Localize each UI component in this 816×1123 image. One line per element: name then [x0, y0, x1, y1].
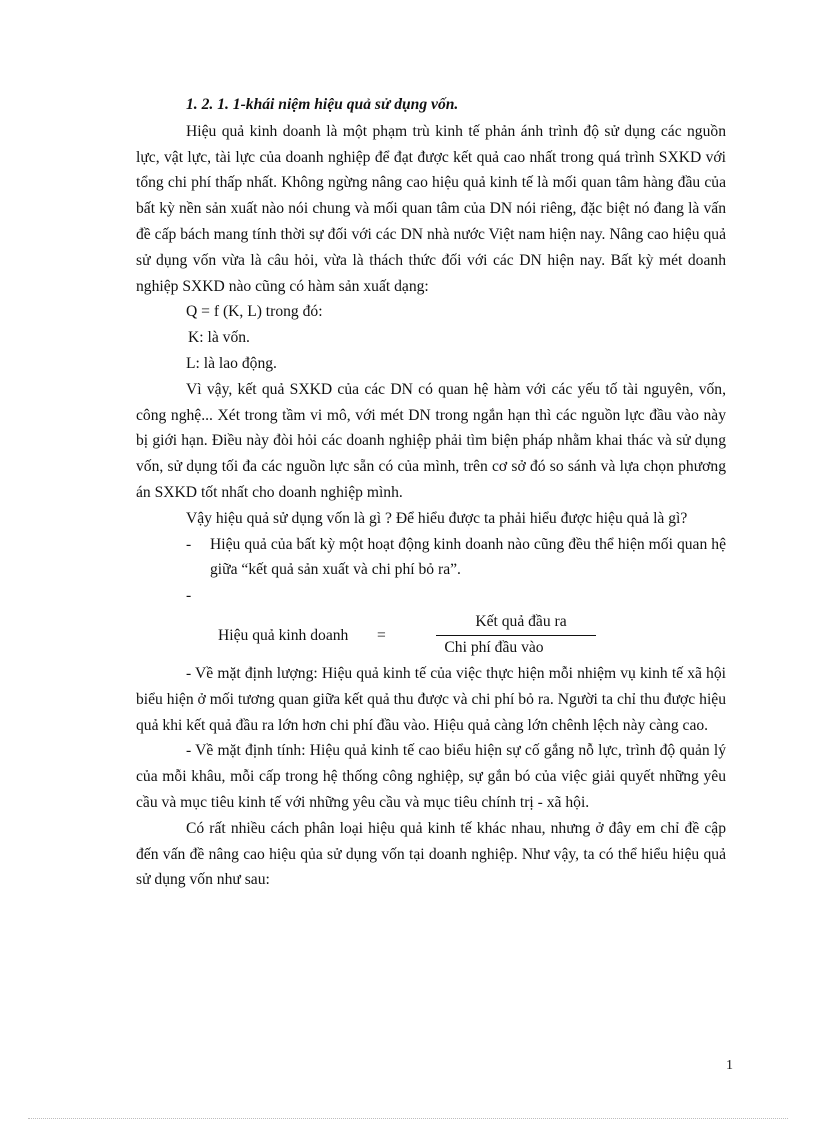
formula-numerator: Kết quả đầu ra [475, 612, 567, 630]
bullet-text: Hiệu quả của bất kỳ một hoạt động kinh doanh nào cũng đều thể hiện mối quan hệ giữa “kết quả sản xuất và chi phí bỏ ra”. [210, 535, 726, 579]
paragraph: Vì vậy, kết quả SXKD của các DN có quan hệ hàm với các yếu tố tài nguyên, vốn, công nghệ... Xét trong tầm vi mô, với mét DN trong ngắn hạn thì các nguồn lực đầu vào này bị giới hạn. Điều này đòi hỏi các doanh nghiệp phải tìm biện pháp nhằm khai thác và sử dụng vốn, sử dụng tối đa các nguồn lực sẵn có của mình, trên cơ sở đó so sánh và lựa chọn phương án SXKD tốt nhất cho doanh nghiệp mình. [136, 380, 726, 501]
document-body [136, 92, 726, 893]
section-heading: 1. 2. 1. 1-khái niệm hiệu quả sử dụng vốn. [186, 96, 459, 113]
formula-equals: = [377, 626, 386, 644]
formula-lhs: Hiệu quả kinh doanh [218, 626, 349, 644]
paragraph: - Về mặt định tính: Hiệu quả kinh tế cao biểu hiện sự cố gắng nỗ lực, trình độ quản lý của mỗi khâu, mỗi cấp trong hệ thống công nghiệp, sự gắn bó của việc giải quyết những yêu cầu và mục tiêu kinh tế với những yêu cầu và mục tiêu chính trị - xã hội. [136, 742, 726, 811]
page-bottom-rule [28, 1118, 788, 1119]
bullet-item [186, 532, 726, 584]
formula-line: Q = f (K, L) trong đó: [186, 303, 323, 321]
paragraph: Vậy hiệu quả sử dụng vốn là gì ? Để hiểu được ta phải hiểu được hiệu quả là gì? [186, 509, 688, 527]
paragraph: - Về mặt định lượng: Hiệu quả kinh tế của việc thực hiện mỗi nhiệm vụ kinh tế xã hội biểu hiện ở mối tương quan giữa kết quả thu được và chi phí bỏ ra. Người ta chỉ thu được hiệu quả khi kết quả đầu ra lớn hơn chi phí đầu vào. Hiệu quả càng lớn chênh lệch này càng cao. [136, 664, 726, 734]
formula-denominator: Chi phí đầu vào [444, 638, 544, 656]
paragraph: Hiệu quả kinh doanh là một phạm trù kinh tế phản ánh trình độ sử dụng các nguồn lực, vật lực, tài lực của doanh nghiệp để đạt được kết quả cao nhất trong quá trình SXKD với tổng chi phí thấp nhất. Không ngừng nâng cao hiệu quả kinh tế là mối quan tâm hàng đầu của bất kỳ nền sản xuất nào nói chung và mối quan tâm của DN nói riêng, đặc biệt nó đang là vấn đề cấp bách mang tính thời sự đối với các DN nhà nước Việt nam hiện nay. Nâng cao hiệu quả sử dụng vốn vừa là câu hỏi, vừa là thách thức đối với các DN hiện nay. Bất kỳ mét doanh nghiệp SXKD nào cũng có hàm sản xuất dạng: [136, 122, 726, 295]
bullet-item-empty [186, 583, 726, 609]
page-number: 1 [726, 1058, 733, 1073]
bullet-dash: - [186, 535, 192, 553]
bullet-dash: - [186, 587, 192, 605]
paragraph: Có rất nhiều cách phân loại hiệu quả kinh tế khác nhau, nhưng ở đây em chỉ đề cập đến vấn đề nâng cao hiệu qủa sử dụng vốn tại doanh nghiệp. Như vậy, ta có thể hiểu hiệu quả sử dụng vốn như sau: [136, 819, 726, 889]
efficiency-formula [136, 609, 726, 661]
variable-l-line: L: là lao động. [186, 354, 277, 372]
variable-k-line: K: là vốn. [188, 329, 250, 347]
